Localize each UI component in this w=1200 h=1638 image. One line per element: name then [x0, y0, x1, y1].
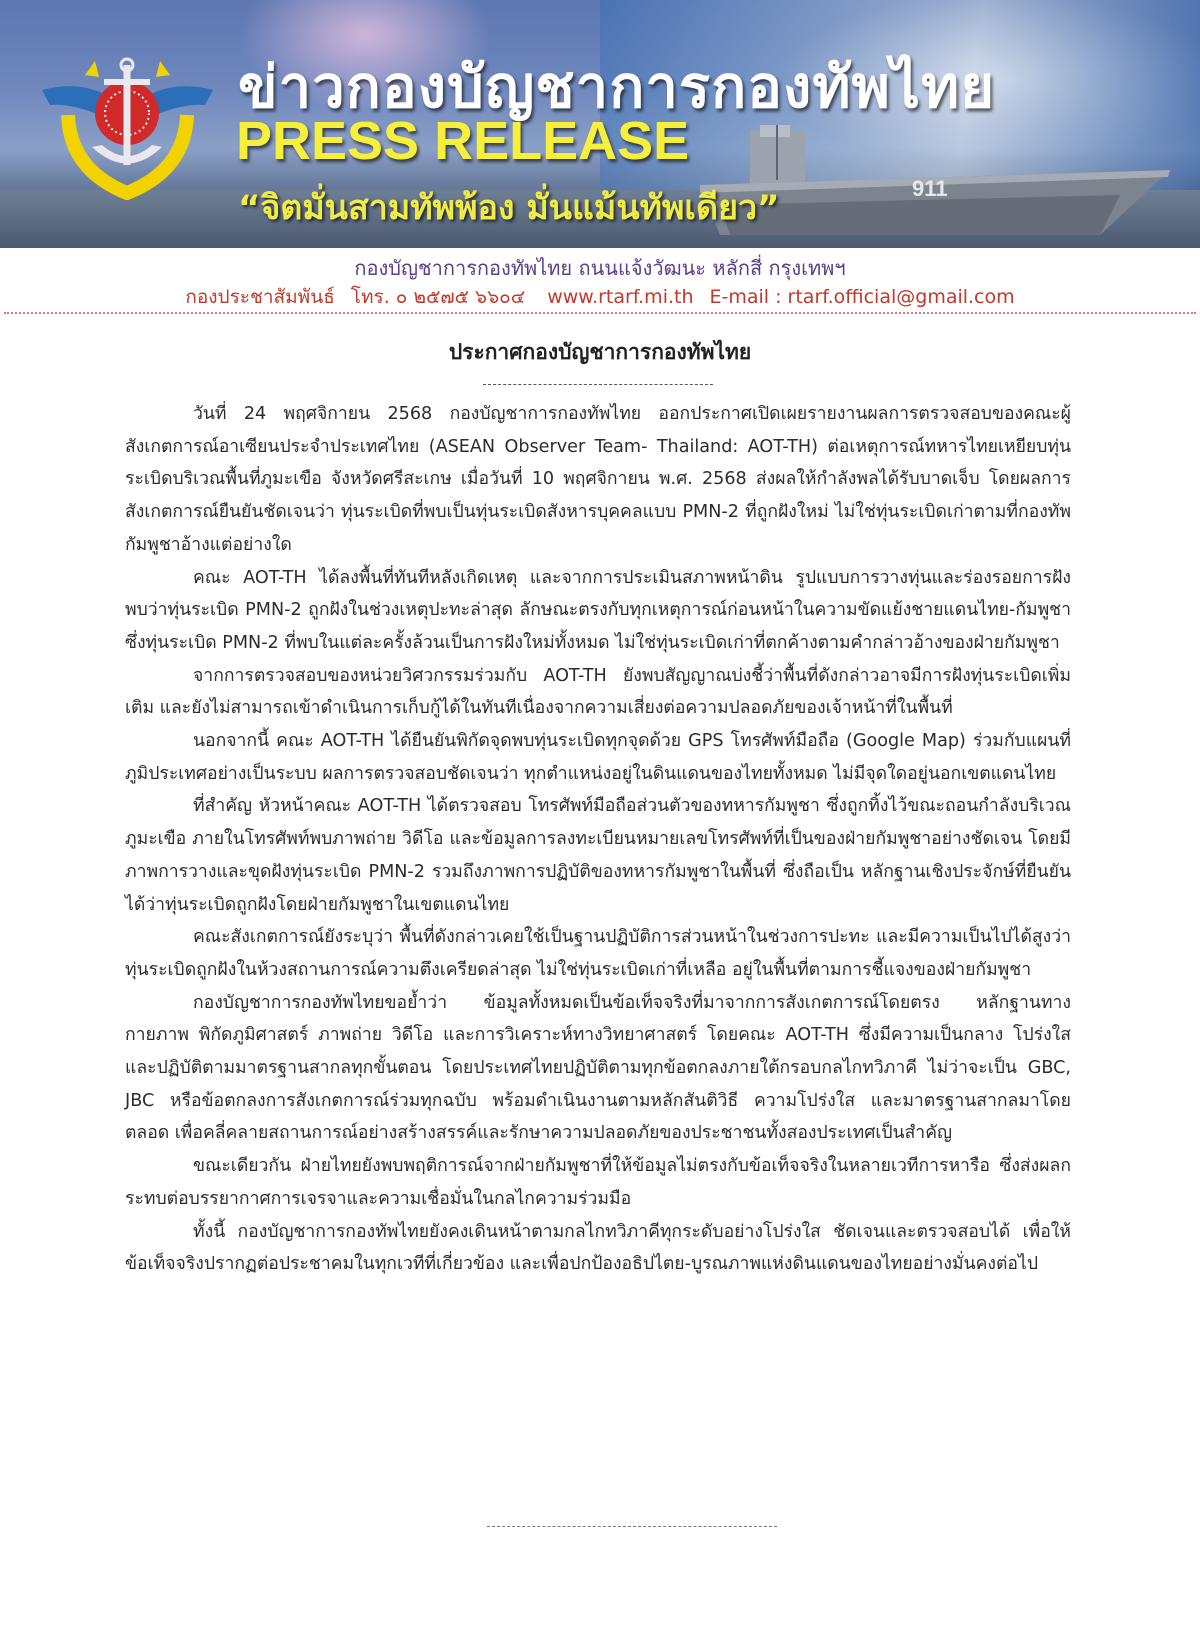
phone-number: โทร. ๐ ๒๕๗๕ ๖๖๐๔ — [350, 286, 526, 308]
letterhead-contact — [0, 282, 1200, 312]
paragraph: ขณะเดียวกัน ฝ่ายไทยยังพบพฤติการณ์จากฝ่ายกัมพูชาที่ให้ข้อมูลไม่ตรงกับข้อเท็จจริงในหลายเวทีการหารือ ซึ่งส่งผลกระทบต่อบรรยากาศการเจรจาและความเชื่อมั่นในกลไกความร่วมมือ — [125, 1156, 1071, 1209]
paragraph: ทั้งนี้ กองบัญชาการกองทัพไทยยังคงเดินหน้าตามกลไกทวิภาคีทุกระดับอย่างโปร่งใส ชัดเจนและตรวจสอบได้ เพื่อให้ข้อเท็จจริงปรากฏต่อประชาคมในทุกเวทีที่เกี่ยวข้อง และเพื่อปกป้องอธิปไตย-บูรณภาพแห่งดินแดนของไทยอย่างมั่นคงต่อไป — [125, 1221, 1071, 1275]
document-end-divider — [487, 1526, 777, 1527]
title-underline — [483, 384, 713, 385]
banner-title-thai: ข่าวกองบัญชาการกองทัพไทย — [238, 53, 996, 121]
paragraph: ที่สำคัญ หัวหน้าคณะ AOT-TH ได้ตรวจสอบ โทรศัพท์มือถือส่วนตัวของทหารกัมพูชา ซึ่งถูกทิ้งไว้ขณะถอนกำลังบริเวณภูมะเขือ ภายในโทรศัพท์พบภาพถ่าย วิดีโอ และข้อมูลการลงทะเบียนหมายเลขโทรศัพท์ที่เป็นของฝ่ายกัมพูชาอย่างชัดเจน โดยมีภาพการวางและขุดฝังทุ่นระเบิด PMN-2 รวมถึงภาพการปฏิบัติของทหารกัมพูชาในพื้นที่ ซึ่งถือเป็น หลักฐานเชิงประจักษ์ที่ยืนยันได้ว่าทุ่นระเบิดถูกฝังโดยฝ่ายกัมพูชาในเขตแดนไทย — [125, 796, 1071, 915]
department-name: กองประชาสัมพันธ์ — [185, 286, 335, 308]
email-address[interactable]: E-mail : rtarf.official@gmail.com — [709, 286, 1015, 308]
banner-title-english: PRESS RELEASE — [236, 111, 690, 171]
paragraph: คณะ AOT-TH ได้ลงพื้นที่ทันทีหลังเกิดเหตุ และจากการประเมินสภาพหน้าดิน รูปแบบการวางทุ่นและร่องรอยการฝัง พบว่าทุ่นระเบิด PMN-2 ถูกฝังในช่วงเหตุปะทะล่าสุด ลักษณะตรงกับทุกเหตุการณ์ก่อนหน้าในความขัดแย้งชายแดนไทย-กัมพูชา ซึ่งทุ่นระเบิด PMN-2 ที่พบในแต่ละครั้งล้วนเป็นการฝังใหม่ทั้งหมด ไม่ใช่ทุ่นระเบิดเก่าที่ตกค้างตามคำกล่าวอ้างของฝ่ายกัมพูชา — [125, 567, 1071, 653]
press-release-banner — [0, 0, 1200, 248]
paragraph: วันที่ 24 พฤศจิกายน 2568 กองบัญชาการกองทัพไทย ออกประกาศเปิดเผยรายงานผลการตรวจสอบของคณะผู้สังเกตการณ์อาเซียนประจำประเทศไทย (ASEAN Observer Team- Thailand: AOT-TH) ต่อเหตุการณ์ทหารไทยเหยียบทุ่นระเบิดบริเวณพื้นที่ภูมะเขือ จังหวัดศรีสะเกษ เมื่อวันที่ 10 พฤศจิกายน พ.ศ. 2568 ส่งผลให้กำลังพลได้รับบาดเจ็บ โดยผลการสังเกตการณ์ยืนยันชัดเจนว่า ทุ่นระเบิดที่พบเป็นทุ่นระเบิดสังหารบุคคลแบบ PMN-2 ที่ถูกฝังใหม่ ไม่ใช่ทุ่นระเบิดเก่าตามที่กองทัพกัมพูชาอ้างแต่อย่างใด — [125, 404, 1071, 555]
paragraph: กองบัญชาการกองทัพไทยขอย้ำว่า ข้อมูลทั้งหมดเป็นข้อเท็จจริงที่มาจากการสังเกตการณ์โดยตรง หลักฐานทางกายภาพ พิกัดภูมิศาสตร์ ภาพถ่าย วิดีโอ และการวิเคราะห์ทางวิทยาศาสตร์ โดยคณะ AOT-TH ซึ่งมีความเป็นกลาง โปร่งใส และปฏิบัติตามมาตรฐานสากลทุกขั้นตอน โดยประเทศไทยปฏิบัติตามทุกข้อตกลงภายใต้กรอบกลไกทวิภาคี ไม่ว่าจะเป็น GBC, JBC หรือข้อตกลงการสังเกตการณ์ร่วมทุกฉบับ พร้อมดำเนินงานตามหลักสันติวิธี ความโปร่งใส และมาตรฐานสากลมาโดยตลอด เพื่อคลี่คลายสถานการณ์อย่างสร้างสรรค์และรักษาความปลอดภัยของประชาชนทั้งสองประเทศเป็นสำคัญ — [125, 992, 1071, 1144]
rtarf-emblem-icon — [40, 55, 215, 200]
paragraph: นอกจากนี้ คณะ AOT-TH ได้ยืนยันพิกัดจุดพบทุ่นระเบิดทุกจุดด้วย GPS โทรศัพท์มือถือ (Google Map) ร่วมกับแผนที่ภูมิประเทศอย่างเป็นระบบ ผลการตรวจสอบชัดเจนว่า ทุกตำแหน่งอยู่ในดินแดนของไทยทั้งหมด ไม่มีจุดใดอยู่นอกเขตแดนไทย — [125, 731, 1071, 784]
letterhead-address: กองบัญชาการกองทัพไทย ถนนแจ้งวัฒนะ หลักสี่ กรุงเทพฯ — [354, 256, 846, 280]
paragraph: คณะสังเกตการณ์ยังระบุว่า พื้นที่ดังกล่าวเคยใช้เป็นฐานปฏิบัติการส่วนหน้าในช่วงการปะทะ และมีความเป็นไปได้สูงว่าทุ่นระเบิดถูกฝังในห้วงสถานการณ์ความตึงเครียดล่าสุด ไม่ใช่ทุ่นระเบิดเก่าที่เหลือ อยู่ในพื้นที่ตามการชี้แจงของฝ่ายกัมพูชา — [125, 927, 1071, 980]
website-link[interactable]: www.rtarf.mi.th — [547, 286, 694, 308]
banner-slogan: “จิตมั่นสามทัพพ้อง มั่นแม้นทัพเดียว” — [238, 188, 780, 228]
document-title: ประกาศกองบัญชาการกองทัพไทย — [448, 340, 752, 364]
letterhead-divider — [4, 312, 1196, 314]
paragraph: จากการตรวจสอบของหน่วยวิศวกรรมร่วมกับ AOT-TH ยังพบสัญญาณบ่งชี้ว่าพื้นที่ดังกล่าวอาจมีการฝังทุ่นระเบิดเพิ่มเติม และยังไม่สามารถเข้าดำเนินการเก็บกู้ได้ในทันทีเนื่องจากความเสี่ยงต่อความปลอดภัยของเจ้าหน้าที่ในพื้นที่ — [125, 665, 1071, 719]
document-body — [125, 398, 1071, 1281]
ship-hull-number: 911 — [912, 176, 948, 201]
